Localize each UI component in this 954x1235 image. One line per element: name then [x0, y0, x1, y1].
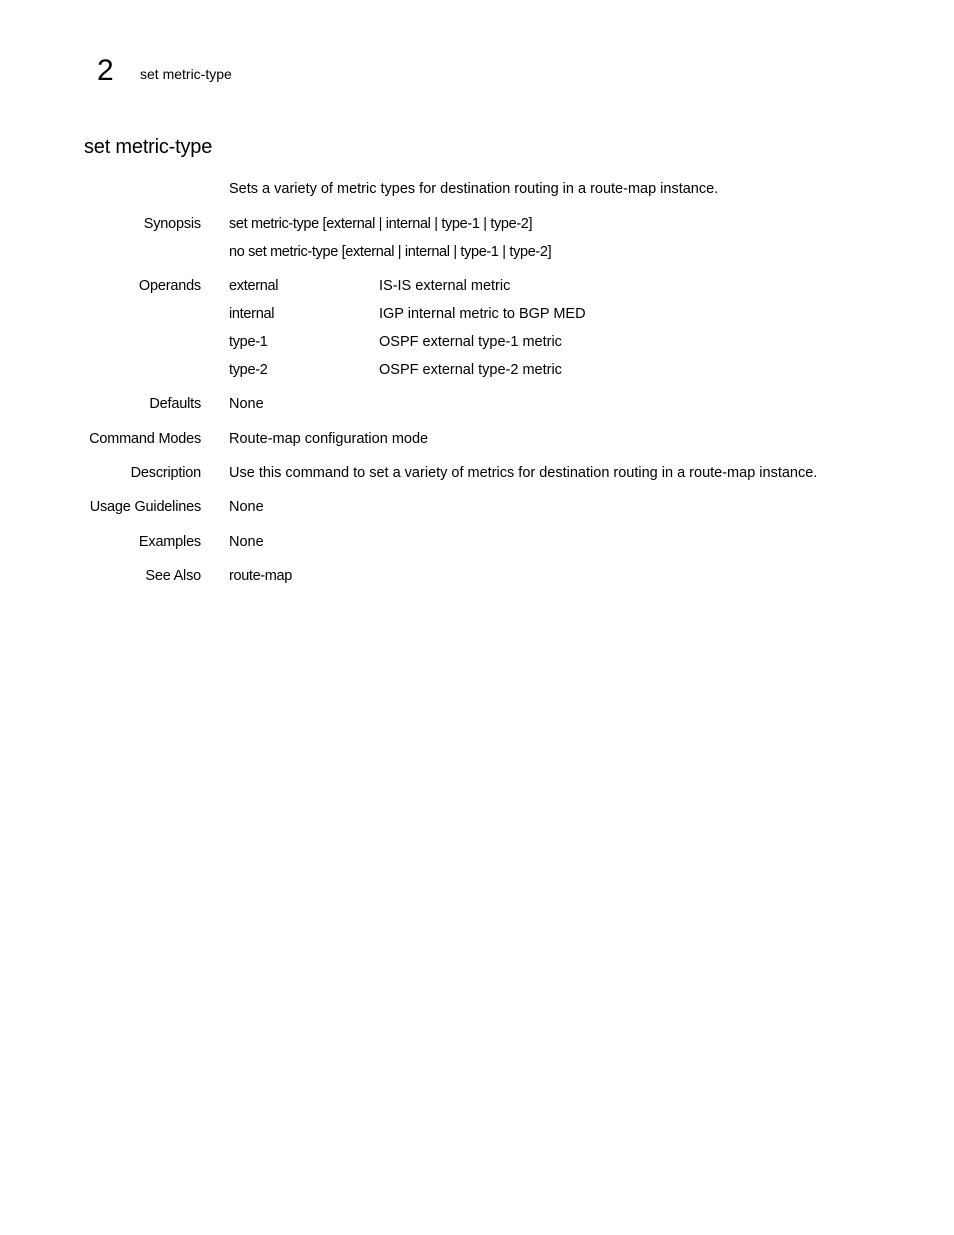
separator: | — [394, 244, 405, 260]
synopsis-no-command: no set metric-type — [229, 244, 338, 260]
operand-description: IS-IS external metric — [379, 278, 511, 294]
operand-description: OSPF external type-2 metric — [379, 362, 562, 378]
examples-value: None — [229, 534, 264, 550]
option-type-2: type-2 — [490, 216, 529, 232]
usage-guidelines-value: None — [229, 499, 264, 515]
defaults-value: None — [229, 396, 264, 412]
separator: | — [375, 216, 386, 232]
option-internal: internal — [385, 216, 431, 232]
bracket-open: [ — [318, 216, 327, 232]
section-title: set metric-type — [84, 136, 213, 158]
separator: | — [430, 216, 442, 232]
bracket-open: [ — [337, 244, 346, 260]
command-modes-label: Command Modes — [89, 431, 201, 447]
chapter-number: 2 — [97, 54, 114, 87]
option-internal: internal — [404, 244, 450, 260]
option-type-2: type-2 — [509, 244, 548, 260]
option-type-1: type-1 — [441, 216, 480, 232]
defaults-label: Defaults — [149, 396, 201, 412]
operand-name: type-2 — [229, 362, 268, 378]
operand-name: internal — [229, 306, 275, 322]
separator: | — [498, 244, 510, 260]
running-title: set metric-type — [140, 66, 232, 82]
description-label: Description — [130, 465, 201, 481]
see-also-label: See Also — [145, 568, 201, 584]
bracket-close: ] — [547, 244, 552, 260]
synopsis-command: set metric-type — [229, 216, 319, 232]
option-external: external — [326, 216, 375, 232]
operand-name: external — [229, 278, 279, 294]
description-value: Use this command to set a variety of metrics for destination routing in a route-map instance. — [229, 465, 818, 481]
separator: | — [449, 244, 461, 260]
option-type-1: type-1 — [460, 244, 499, 260]
separator: | — [479, 216, 491, 232]
option-external: external — [345, 244, 395, 260]
operand-description: OSPF external type-1 metric — [379, 334, 562, 350]
bracket-close: ] — [528, 216, 533, 232]
operand-name: type-1 — [229, 334, 268, 350]
operands-label: Operands — [138, 278, 201, 294]
command-modes-value: Route-map configuration mode — [229, 431, 429, 447]
examples-label: Examples — [138, 534, 201, 550]
synopsis-line-1 — [229, 215, 532, 233]
operand-description: IGP internal metric to BGP MED — [379, 306, 586, 322]
section-intro: Sets a variety of metric types for destination routing in a route-map instance. — [229, 181, 719, 197]
usage-guidelines-label: Usage Guidelines — [89, 499, 201, 515]
synopsis-label: Synopsis — [143, 216, 201, 232]
synopsis-line-2 — [229, 243, 551, 261]
see-also-link[interactable]: route-map — [229, 568, 292, 584]
